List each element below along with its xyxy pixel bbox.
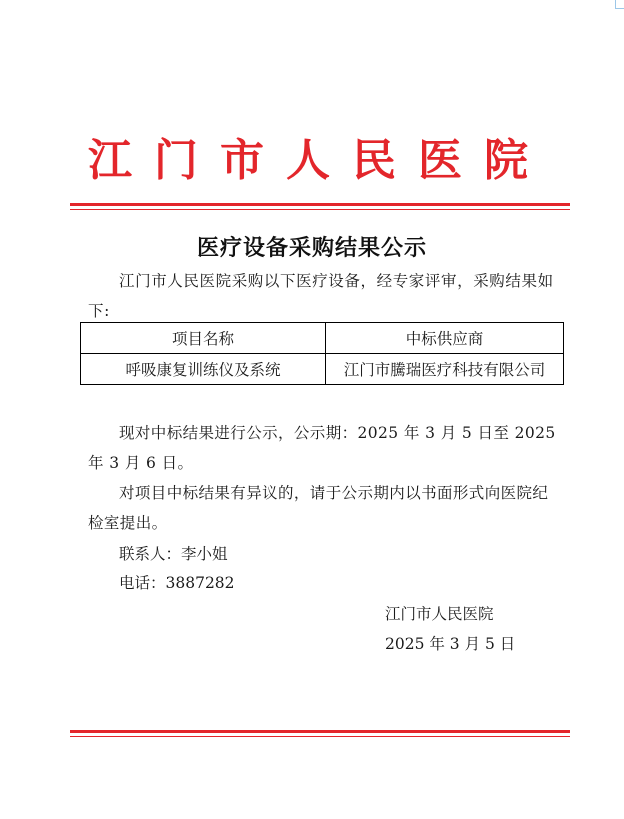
award-table <box>80 322 564 385</box>
hospital-letterhead <box>88 128 528 184</box>
letterhead-char: 人 <box>286 135 330 186</box>
contact-person: 联系人：李小姐 <box>119 545 228 563</box>
page-corner-mark <box>615 0 624 9</box>
letterhead-char: 医 <box>418 135 462 186</box>
column-header-project: 项目名称 <box>81 323 326 354</box>
signature-org: 江门市人民医院 <box>385 605 494 623</box>
footer-divider <box>70 730 570 737</box>
column-header-supplier: 中标供应商 <box>326 323 564 354</box>
header-divider <box>70 203 570 210</box>
contact-phone: 电话：3887282 <box>119 574 235 592</box>
letterhead-char: 民 <box>352 135 396 186</box>
intro-paragraph: 江门市人民医院采购以下医疗设备，经专家评审，采购结果如下: <box>88 272 554 320</box>
notice-period-paragraph: 现对中标结果进行公示，公示期：2025 年 3 月 5 日至 2025 年 3 月 6 日。 <box>88 424 556 472</box>
letterhead-char: 门 <box>154 135 198 186</box>
footer-divider-thick <box>70 730 570 733</box>
letterhead-char: 市 <box>220 135 264 186</box>
header-divider-thick <box>70 203 570 206</box>
cell-supplier-name: 江门市騰瑞医疗科技有限公司 <box>326 354 564 385</box>
footer-divider-thin <box>70 736 570 737</box>
table-row <box>81 354 564 385</box>
document-title: 医疗设备采购结果公示 <box>196 235 427 261</box>
signature-date: 2025 年 3 月 5 日 <box>385 635 516 653</box>
header-divider-thin <box>70 209 570 210</box>
objection-paragraph: 对项目中标结果有异议的，请于公示期内以书面形式向医院纪检室提出。 <box>88 484 549 532</box>
table-header-row <box>81 323 564 354</box>
cell-project-name: 呼吸康复训练仪及系统 <box>81 354 326 385</box>
letterhead-char: 院 <box>484 135 528 186</box>
letterhead-char: 江 <box>88 135 132 186</box>
